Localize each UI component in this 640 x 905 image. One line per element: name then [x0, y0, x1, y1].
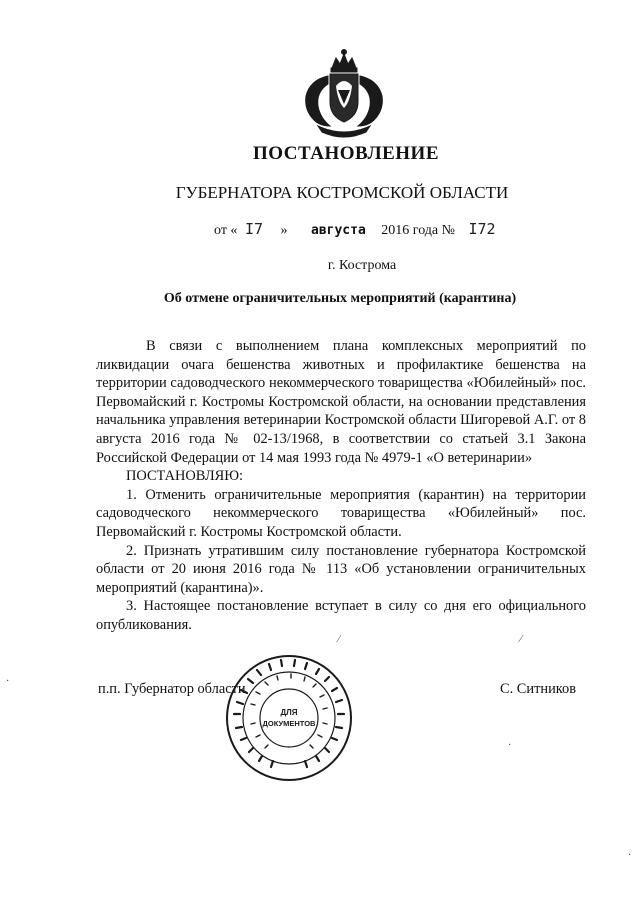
pen-mark: ⁄ — [338, 634, 340, 645]
scan-speck: · — [508, 740, 512, 751]
document-body — [96, 337, 586, 635]
date-day: I7 — [244, 220, 263, 238]
document-title: ПОСТАНОВЛЕНИЕ — [252, 143, 440, 164]
date-month: августа — [311, 223, 366, 238]
scan-speck: · — [6, 676, 10, 687]
date-close: » — [280, 223, 288, 238]
item-1: 1. Отменить ограничительные мероприятия (карантин) на территории садоводческого некоммерческого товарищества «Юбилейный» пос. Первомайский г. Костромы Костромской области. — [96, 486, 586, 540]
signer-position: п.п. Губернатор области — [98, 681, 246, 697]
issuer-line: ГУБЕРНАТОРА КОСТРОМСКОЙ ОБЛАСТИ — [175, 183, 509, 202]
city-line: г. Кострома — [327, 258, 397, 273]
date-prefix: от « — [214, 223, 238, 238]
resolve-line: ПОСТАНОВЛЯЮ: — [126, 468, 244, 485]
document-number: I72 — [468, 220, 496, 238]
pen-mark: ⁄ — [520, 634, 522, 645]
svg-text:ДЛЯ: ДЛЯ — [280, 708, 298, 717]
signer-name: С. Ситников — [500, 681, 577, 697]
date-year: 2016 года № — [381, 223, 455, 238]
coat-of-arms-icon — [300, 46, 388, 138]
item-3: 3. Настоящее постановление вступает в силу со дня его официального опубликования. — [96, 598, 586, 633]
date-line — [214, 220, 496, 239]
item-2: 2. Признать утратившим силу постановление губернатора Костромской области от 20 июня 2016 года № 113 «Об установлении ограничительных мероприятий (карантина)». — [96, 542, 586, 596]
scan-speck: · — [628, 850, 632, 861]
document-heading: Об отмене ограничительных мероприятий (карантина) — [163, 291, 517, 306]
preamble-paragraph: В связи с выполнением плана комплексных мероприятий по ликвидации очага бешенства животных и профилактике бешенства на территории садоводческого некоммерческого товарищества «Юбилейный» пос. Первомайский г. Костромы Костромской области, на основании представления начальника управления ветеринарии Костромской области Шигоревой А.Г. от 8 августа 2016 года № 02-13/1968, в соответствии со статьей 3.1 Закона Российской Федерации от 14 мая 1993 года № 4979-1 «О ветеринарии» — [96, 338, 586, 466]
official-stamp-icon — [221, 652, 357, 784]
svg-text:ДОКУМЕНТОВ: ДОКУМЕНТОВ — [262, 719, 316, 728]
